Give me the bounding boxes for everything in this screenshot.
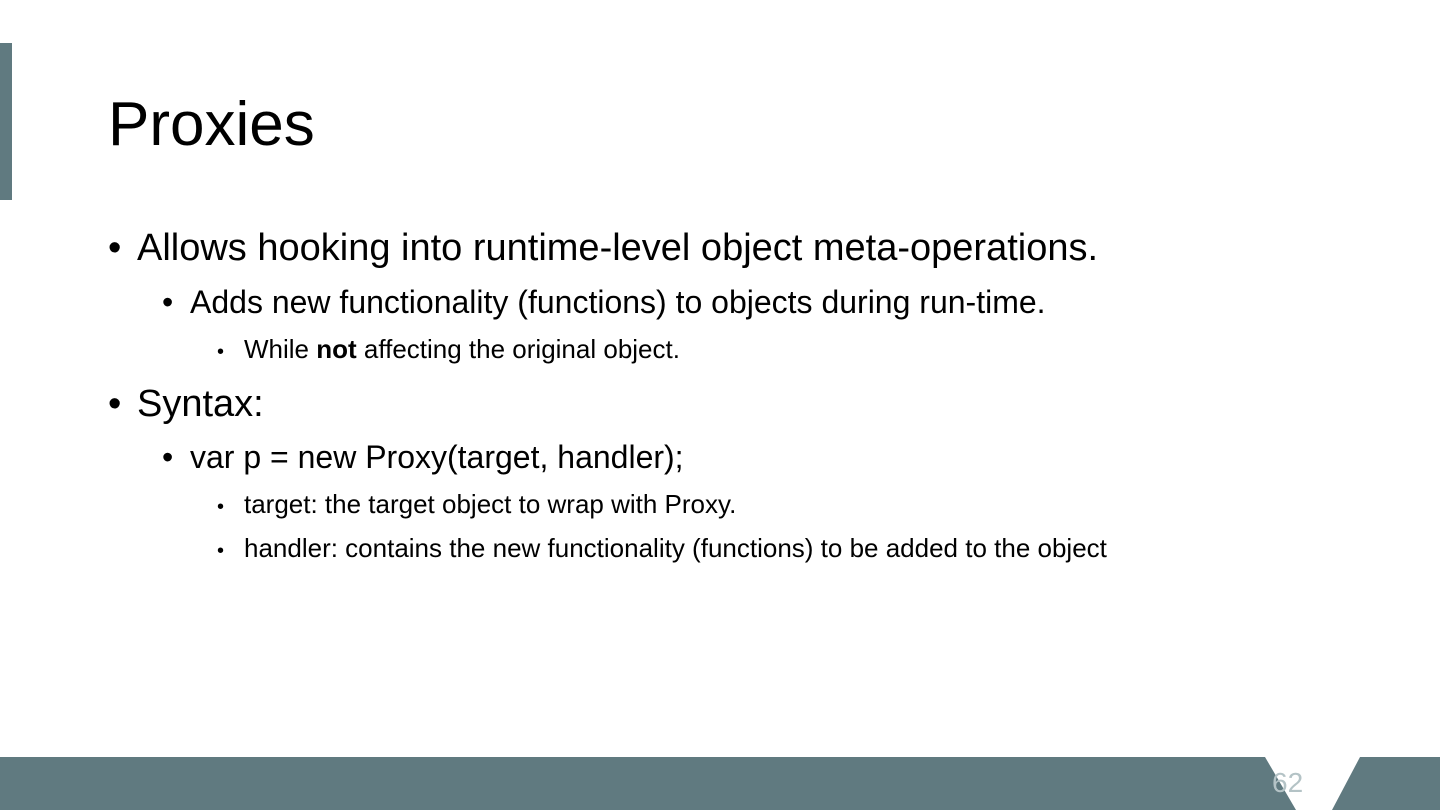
bullet-item: [217, 489, 736, 522]
footer-shape: [0, 757, 1440, 810]
bullet-text: Allows hooking into runtime-level object meta-operations.: [137, 227, 1099, 269]
bullet-text-emphasis: not: [316, 334, 357, 364]
footer-band: [0, 757, 1440, 810]
bullet-text-prefix: While: [244, 334, 317, 364]
bullet-text: Syntax:: [137, 383, 264, 425]
bullet-icon: •: [162, 284, 174, 320]
bullet-text: [244, 334, 680, 364]
bullet-icon: •: [217, 496, 225, 518]
bullet-text: handler: contains the new functionality (functions) to be added to the object: [244, 533, 1107, 563]
bullet-icon: •: [108, 227, 122, 269]
bullet-text-suffix: affecting the original object.: [356, 334, 680, 364]
bullet-icon: •: [217, 341, 225, 363]
bullet-text: var p = new Proxy(target, handler);: [190, 439, 684, 475]
bullet-text: Adds new functionality (functions) to objects during run-time.: [190, 284, 1046, 320]
bullet-icon: •: [217, 540, 225, 562]
bullet-text: target: the target object to wrap with Proxy.: [244, 489, 737, 519]
bullet-icon: •: [162, 439, 174, 475]
page-number: 62: [1272, 767, 1304, 798]
bullet-item: [108, 382, 264, 426]
bullet-icon: •: [108, 383, 122, 425]
bullet-item: [217, 533, 1107, 566]
slide-title: Proxies: [108, 90, 315, 159]
bullet-item: [162, 438, 684, 476]
bullet-item: [162, 283, 1046, 321]
bullet-item: [217, 334, 680, 367]
bullet-item: [108, 226, 1098, 270]
